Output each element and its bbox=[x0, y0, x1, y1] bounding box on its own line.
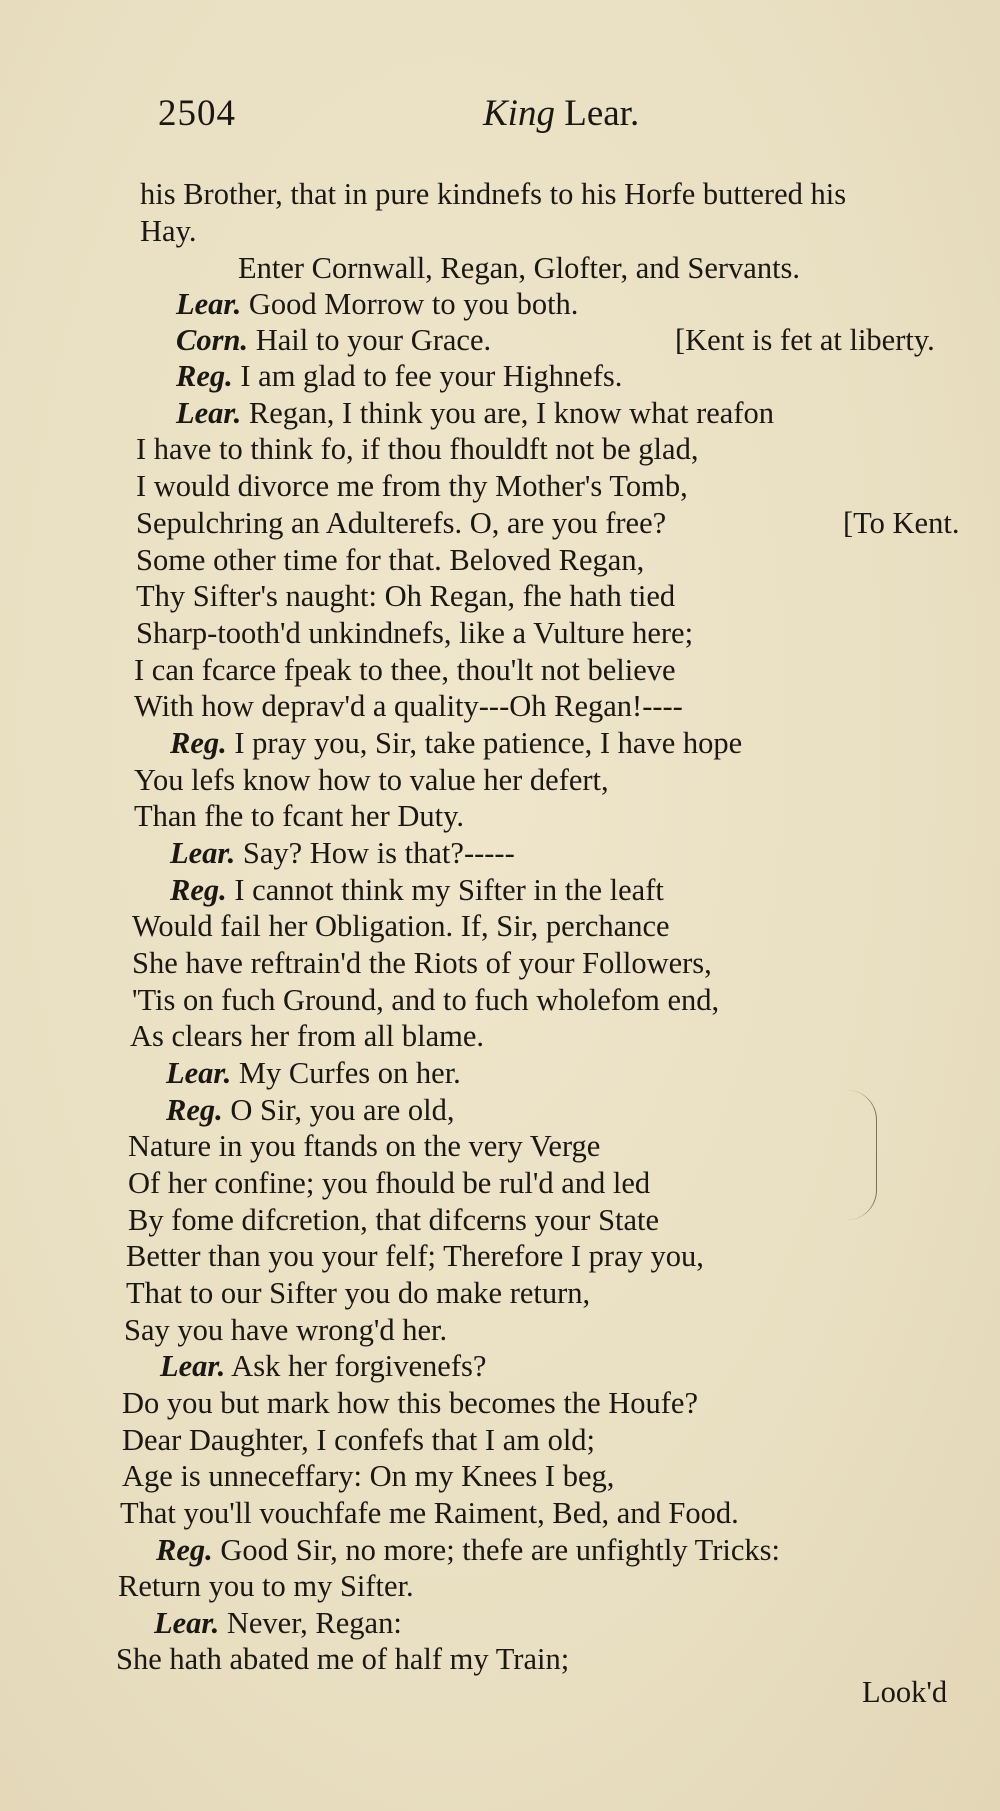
verse-line: That you'll vouchfafe me Raiment, Bed, and Food. bbox=[120, 1496, 739, 1530]
verse-line: She have reftrain'd the Riots of your Followers, bbox=[132, 946, 712, 980]
verse-line: Sepulchring an Adulterefs. O, are you free? bbox=[136, 506, 667, 540]
catchword: Look'd bbox=[862, 1675, 948, 1709]
text-line: Hay. bbox=[140, 214, 197, 248]
verse-line: As clears her from all blame. bbox=[130, 1019, 484, 1053]
verse-line: Thy Sifter's naught: Oh Regan, fhe hath tied bbox=[136, 579, 676, 613]
verse-line: She hath abated me of half my Train; bbox=[116, 1642, 570, 1676]
speech-line: Reg. O Sir, you are old, bbox=[166, 1093, 455, 1127]
verse-line: That to our Sifter you do make return, bbox=[126, 1276, 591, 1310]
verse-line: You lefs know how to value her defert, bbox=[134, 763, 609, 797]
speech-line: Lear. Say? How is that?----- bbox=[170, 836, 515, 870]
verse-line: Dear Daughter, I confefs that I am old; bbox=[122, 1423, 596, 1457]
speech-line: Lear. Never, Regan: bbox=[154, 1606, 402, 1640]
verse-line: I can fcarce fpeak to thee, thou'lt not believe bbox=[134, 653, 676, 687]
running-title bbox=[483, 92, 639, 135]
verse-line: Some other time for that. Beloved Regan, bbox=[136, 543, 645, 577]
speech-line: Lear. Ask her forgivenefs? bbox=[160, 1349, 487, 1383]
verse-line: By fome difcretion, that difcerns your State bbox=[128, 1203, 660, 1237]
page-header bbox=[150, 92, 970, 142]
verse-line: Sharp-tooth'd unkindnefs, like a Vulture here; bbox=[136, 616, 694, 650]
verse-line: Age is unneceffary: On my Knees I beg, bbox=[122, 1459, 615, 1493]
running-title-italic: King bbox=[483, 93, 555, 134]
verse-line: With how deprav'd a quality---Oh Regan!---- bbox=[134, 689, 683, 723]
verse-line: Return you to my Sifter. bbox=[118, 1569, 414, 1603]
speech-line: Reg. Good Sir, no more; thefe are unfightly Tricks: bbox=[156, 1533, 780, 1567]
speech-line: Lear. Good Morrow to you both. bbox=[176, 287, 579, 321]
verse-line: I would divorce me from thy Mother's Tomb, bbox=[136, 469, 688, 503]
speech-line: Lear. My Curfes on her. bbox=[166, 1056, 461, 1090]
speech-line: Corn. Hail to your Grace. bbox=[176, 323, 492, 357]
verse-line: Would fail her Obligation. If, Sir, perchance bbox=[132, 909, 670, 943]
speech-line: Lear. Regan, I think you are, I know what reafon bbox=[176, 396, 774, 430]
verse-line: Better than you your felf; Therefore I pray you, bbox=[126, 1239, 704, 1273]
stage-direction: [Kent is fet at liberty. bbox=[675, 323, 935, 357]
running-title-rest: Lear. bbox=[554, 93, 640, 134]
stage-direction: Enter Cornwall, Regan, Glofter, and Servants. bbox=[238, 251, 801, 285]
page-number: 2504 bbox=[158, 93, 236, 134]
speech-line: Reg. I am glad to fee your Highnefs. bbox=[176, 359, 623, 393]
margin-bracket bbox=[840, 1090, 877, 1220]
verse-line: I have to think fo, if thou fhouldft not be glad, bbox=[136, 432, 699, 466]
text-line: his Brother, that in pure kindnefs to his Horfe buttered his bbox=[140, 177, 847, 211]
verse-line: Than fhe to fcant her Duty. bbox=[134, 799, 465, 833]
verse-line: Do you but mark how this becomes the Houfe? bbox=[122, 1386, 698, 1420]
speech-line: Reg. I cannot think my Sifter in the leaft bbox=[170, 873, 664, 907]
stage-direction: [To Kent. bbox=[843, 506, 960, 540]
speech-line: Reg. I pray you, Sir, take patience, I have hope bbox=[170, 726, 743, 760]
verse-line: Say you have wrong'd her. bbox=[124, 1313, 448, 1347]
verse-line: Nature in you ftands on the very Verge bbox=[128, 1129, 601, 1163]
verse-line: 'Tis on fuch Ground, and to fuch wholefom end, bbox=[132, 983, 720, 1017]
verse-line: Of her confine; you fhould be rul'd and led bbox=[128, 1166, 651, 1200]
